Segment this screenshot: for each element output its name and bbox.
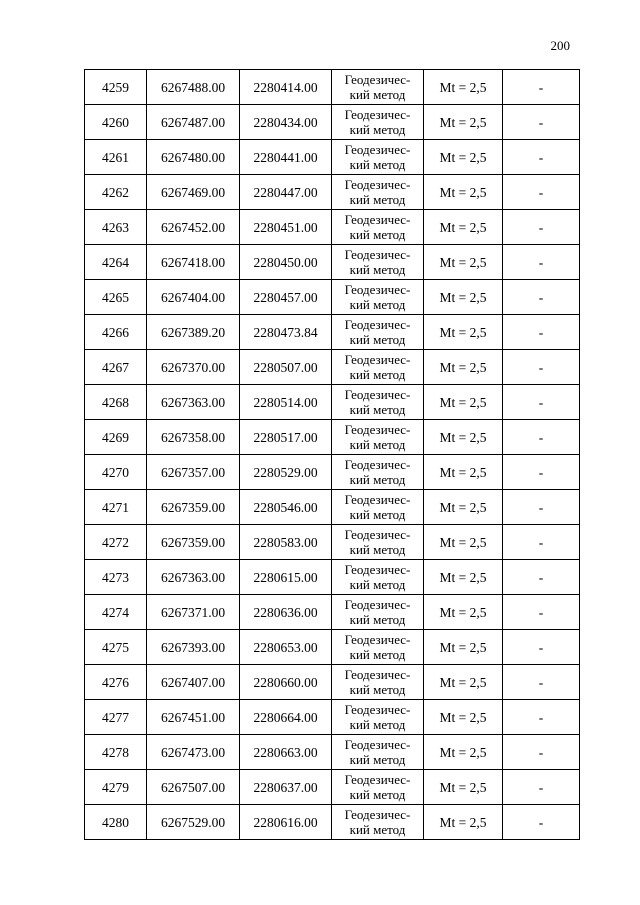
coordinates-table [84,69,580,840]
point-number-cell: 4280 [85,805,147,840]
accuracy-cell: Mt = 2,5 [424,245,503,280]
point-number-cell: 4265 [85,280,147,315]
table-row [85,525,580,560]
x-coordinate-cell: 6267370.00 [147,350,240,385]
note-cell: - [503,420,580,455]
table-row [85,455,580,490]
point-number-cell: 4263 [85,210,147,245]
table-row [85,560,580,595]
y-coordinate-cell: 2280441.00 [240,140,332,175]
note-cell: - [503,140,580,175]
table-row [85,770,580,805]
y-coordinate-cell: 2280507.00 [240,350,332,385]
point-number-cell: 4266 [85,315,147,350]
accuracy-cell: Mt = 2,5 [424,595,503,630]
note-cell: - [503,280,580,315]
point-number-cell: 4260 [85,105,147,140]
x-coordinate-cell: 6267363.00 [147,385,240,420]
method-cell [332,105,424,140]
table-row [85,210,580,245]
table-row [85,490,580,525]
y-coordinate-cell: 2280451.00 [240,210,332,245]
method-text: Геодезичес-кий метод [344,142,411,172]
y-coordinate-cell: 2280636.00 [240,595,332,630]
note-cell: - [503,315,580,350]
method-cell [332,770,424,805]
method-cell [332,420,424,455]
accuracy-cell: Mt = 2,5 [424,490,503,525]
table-row [85,280,580,315]
method-cell [332,70,424,105]
point-number-cell: 4270 [85,455,147,490]
accuracy-cell: Mt = 2,5 [424,175,503,210]
table-row [85,665,580,700]
table-row [85,385,580,420]
y-coordinate-cell: 2280473.84 [240,315,332,350]
y-coordinate-cell: 2280514.00 [240,385,332,420]
accuracy-cell: Mt = 2,5 [424,105,503,140]
y-coordinate-cell: 2280663.00 [240,735,332,770]
note-cell: - [503,805,580,840]
table-row [85,175,580,210]
accuracy-cell: Mt = 2,5 [424,210,503,245]
method-text: Геодезичес-кий метод [344,212,411,242]
table-row [85,805,580,840]
method-text: Геодезичес-кий метод [344,282,411,312]
point-number-cell: 4267 [85,350,147,385]
point-number-cell: 4273 [85,560,147,595]
method-text: Геодезичес-кий метод [344,177,411,207]
method-cell [332,560,424,595]
method-cell [332,315,424,350]
note-cell: - [503,210,580,245]
note-cell: - [503,665,580,700]
x-coordinate-cell: 6267407.00 [147,665,240,700]
accuracy-cell: Mt = 2,5 [424,700,503,735]
table-row [85,245,580,280]
x-coordinate-cell: 6267404.00 [147,280,240,315]
x-coordinate-cell: 6267473.00 [147,735,240,770]
table-row [85,630,580,665]
y-coordinate-cell: 2280529.00 [240,455,332,490]
x-coordinate-cell: 6267487.00 [147,105,240,140]
method-cell [332,490,424,525]
method-text: Геодезичес-кий метод [344,807,411,837]
method-cell [332,805,424,840]
method-cell [332,385,424,420]
x-coordinate-cell: 6267507.00 [147,770,240,805]
method-text: Геодезичес-кий метод [344,597,411,627]
point-number-cell: 4274 [85,595,147,630]
accuracy-cell: Mt = 2,5 [424,420,503,455]
accuracy-cell: Mt = 2,5 [424,350,503,385]
method-text: Геодезичес-кий метод [344,457,411,487]
table-row [85,350,580,385]
table-row [85,700,580,735]
accuracy-cell: Mt = 2,5 [424,525,503,560]
accuracy-cell: Mt = 2,5 [424,770,503,805]
method-text: Геодезичес-кий метод [344,562,411,592]
y-coordinate-cell: 2280616.00 [240,805,332,840]
method-text: Геодезичес-кий метод [344,737,411,767]
y-coordinate-cell: 2280414.00 [240,70,332,105]
method-text: Геодезичес-кий метод [344,352,411,382]
table-row [85,70,580,105]
x-coordinate-cell: 6267359.00 [147,490,240,525]
page-number: 200 [550,38,570,53]
x-coordinate-cell: 6267358.00 [147,420,240,455]
y-coordinate-cell: 2280434.00 [240,105,332,140]
x-coordinate-cell: 6267393.00 [147,630,240,665]
y-coordinate-cell: 2280450.00 [240,245,332,280]
x-coordinate-cell: 6267452.00 [147,210,240,245]
y-coordinate-cell: 2280637.00 [240,770,332,805]
y-coordinate-cell: 2280653.00 [240,630,332,665]
accuracy-cell: Mt = 2,5 [424,385,503,420]
note-cell: - [503,350,580,385]
table-row [85,105,580,140]
note-cell: - [503,245,580,280]
y-coordinate-cell: 2280517.00 [240,420,332,455]
x-coordinate-cell: 6267529.00 [147,805,240,840]
point-number-cell: 4275 [85,630,147,665]
coordinates-table-body [85,70,580,840]
point-number-cell: 4269 [85,420,147,455]
table-row [85,315,580,350]
note-cell: - [503,630,580,665]
point-number-cell: 4277 [85,700,147,735]
x-coordinate-cell: 6267488.00 [147,70,240,105]
x-coordinate-cell: 6267359.00 [147,525,240,560]
method-text: Геодезичес-кий метод [344,247,411,277]
method-cell [332,700,424,735]
table-row [85,140,580,175]
method-text: Геодезичес-кий метод [344,492,411,522]
y-coordinate-cell: 2280615.00 [240,560,332,595]
method-cell [332,525,424,560]
point-number-cell: 4278 [85,735,147,770]
x-coordinate-cell: 6267418.00 [147,245,240,280]
method-text: Геодезичес-кий метод [344,527,411,557]
y-coordinate-cell: 2280664.00 [240,700,332,735]
x-coordinate-cell: 6267371.00 [147,595,240,630]
table-row [85,735,580,770]
method-cell [332,280,424,315]
method-cell [332,350,424,385]
accuracy-cell: Mt = 2,5 [424,140,503,175]
point-number-cell: 4271 [85,490,147,525]
method-cell [332,665,424,700]
point-number-cell: 4279 [85,770,147,805]
note-cell: - [503,105,580,140]
method-text: Геодезичес-кий метод [344,702,411,732]
accuracy-cell: Mt = 2,5 [424,315,503,350]
note-cell: - [503,70,580,105]
method-text: Геодезичес-кий метод [344,632,411,662]
x-coordinate-cell: 6267357.00 [147,455,240,490]
method-text: Геодезичес-кий метод [344,72,411,102]
y-coordinate-cell: 2280546.00 [240,490,332,525]
y-coordinate-cell: 2280660.00 [240,665,332,700]
note-cell: - [503,700,580,735]
accuracy-cell: Mt = 2,5 [424,560,503,595]
accuracy-cell: Mt = 2,5 [424,630,503,665]
table-row [85,595,580,630]
accuracy-cell: Mt = 2,5 [424,455,503,490]
method-text: Геодезичес-кий метод [344,422,411,452]
point-number-cell: 4262 [85,175,147,210]
method-text: Геодезичес-кий метод [344,772,411,802]
y-coordinate-cell: 2280457.00 [240,280,332,315]
note-cell: - [503,595,580,630]
method-cell [332,595,424,630]
point-number-cell: 4259 [85,70,147,105]
table-row [85,420,580,455]
point-number-cell: 4264 [85,245,147,280]
method-cell [332,245,424,280]
accuracy-cell: Mt = 2,5 [424,665,503,700]
x-coordinate-cell: 6267389.20 [147,315,240,350]
accuracy-cell: Mt = 2,5 [424,280,503,315]
accuracy-cell: Mt = 2,5 [424,735,503,770]
method-cell [332,630,424,665]
y-coordinate-cell: 2280583.00 [240,525,332,560]
note-cell: - [503,560,580,595]
method-cell [332,140,424,175]
point-number-cell: 4261 [85,140,147,175]
note-cell: - [503,385,580,420]
method-text: Геодезичес-кий метод [344,667,411,697]
method-text: Геодезичес-кий метод [344,107,411,137]
accuracy-cell: Mt = 2,5 [424,70,503,105]
x-coordinate-cell: 6267451.00 [147,700,240,735]
note-cell: - [503,490,580,525]
y-coordinate-cell: 2280447.00 [240,175,332,210]
note-cell: - [503,770,580,805]
method-text: Геодезичес-кий метод [344,317,411,347]
method-text: Геодезичес-кий метод [344,387,411,417]
x-coordinate-cell: 6267363.00 [147,560,240,595]
note-cell: - [503,455,580,490]
point-number-cell: 4268 [85,385,147,420]
method-cell [332,210,424,245]
method-cell [332,455,424,490]
point-number-cell: 4272 [85,525,147,560]
method-cell [332,735,424,770]
note-cell: - [503,175,580,210]
point-number-cell: 4276 [85,665,147,700]
method-cell [332,175,424,210]
x-coordinate-cell: 6267469.00 [147,175,240,210]
accuracy-cell: Mt = 2,5 [424,805,503,840]
note-cell: - [503,735,580,770]
note-cell: - [503,525,580,560]
x-coordinate-cell: 6267480.00 [147,140,240,175]
